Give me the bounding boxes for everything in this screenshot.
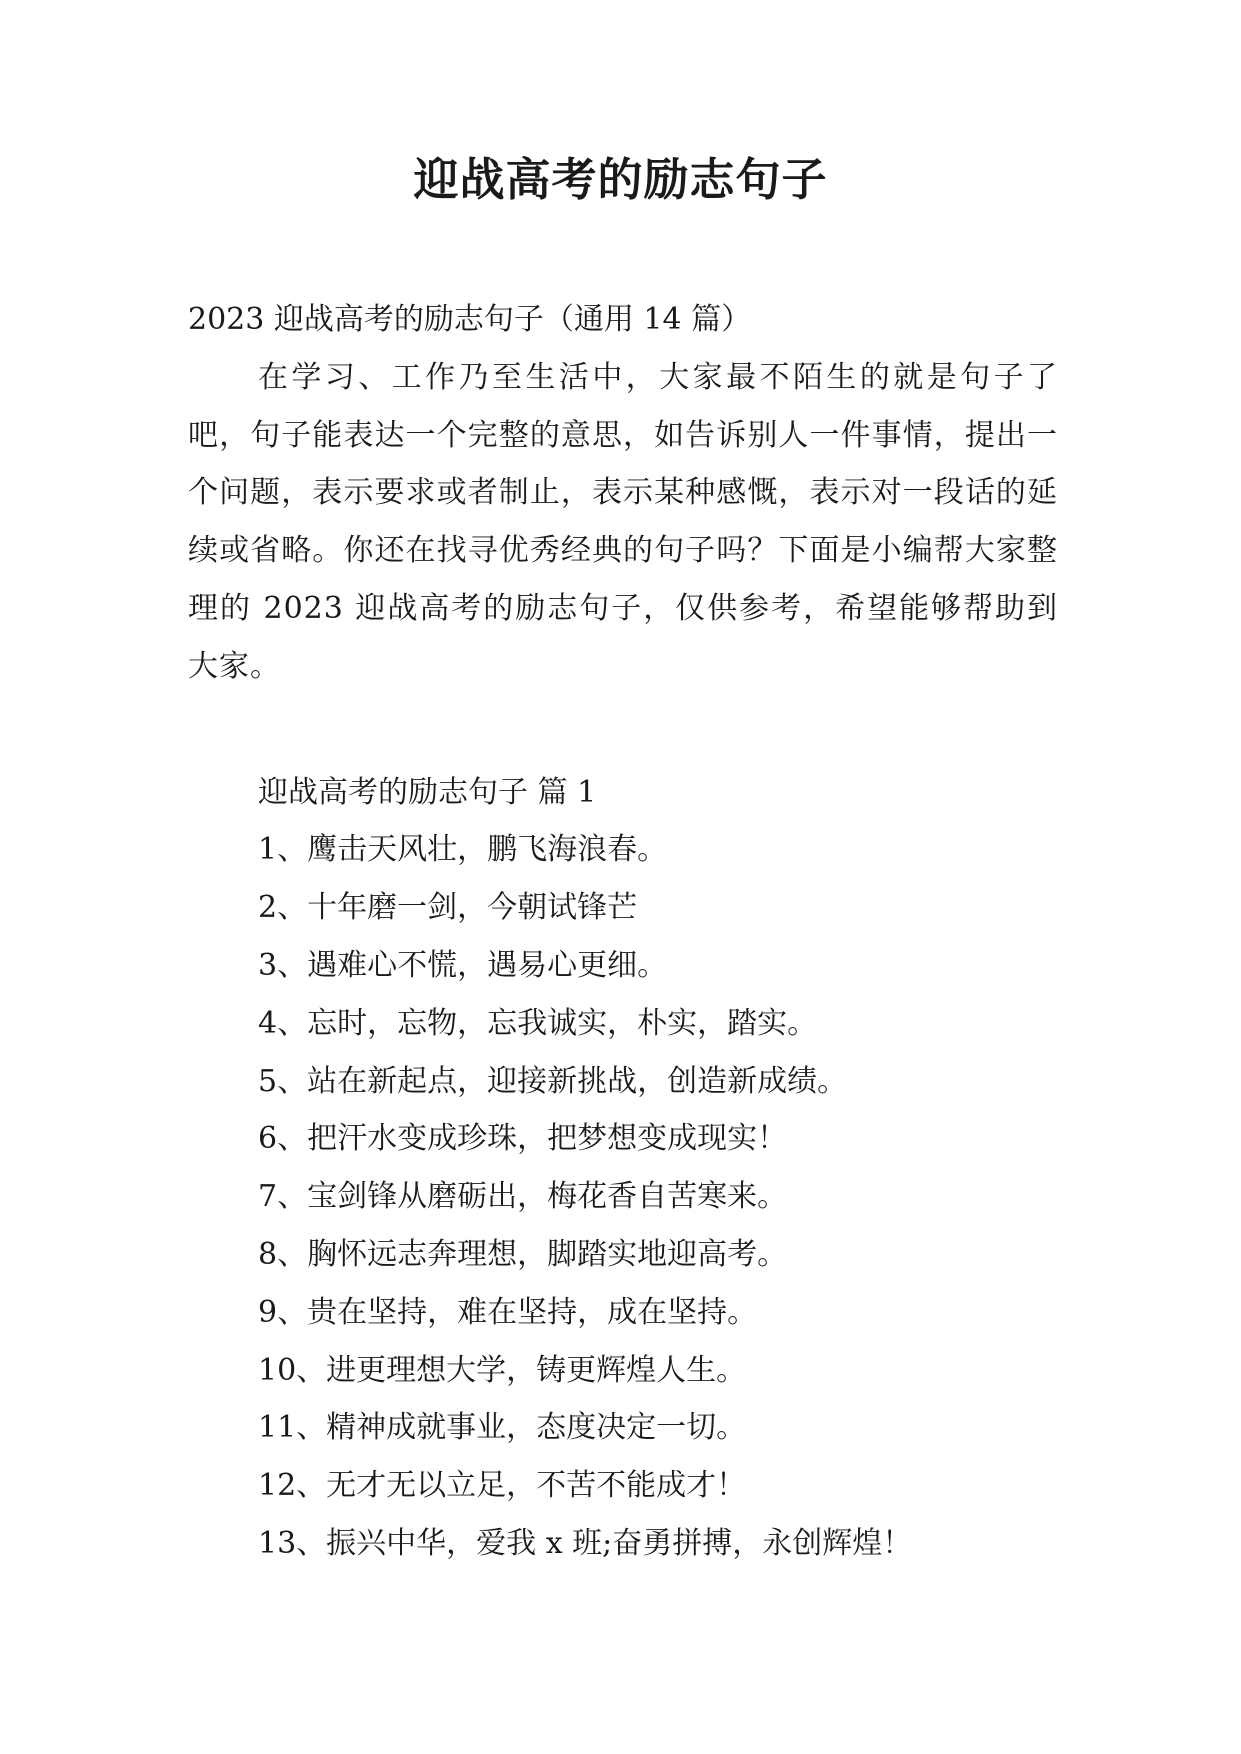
list-item: 10、进更理想大学，铸更辉煌人生。 xyxy=(258,1352,747,1388)
list-item: 6、把汗水变成珍珠，把梦想变成现实！ xyxy=(258,1121,788,1157)
list-item: 13、振兴中华，爱我 x 班;奋勇拼搏，永创辉煌！ xyxy=(258,1525,913,1561)
document-title: 迎战高考的励志句子 xyxy=(413,153,828,206)
document-body xyxy=(188,291,1058,1573)
list-item: 3、遇难心不慌，遇易心更细。 xyxy=(258,947,668,983)
section-heading: 迎战高考的励志句子 篇 1 xyxy=(258,774,597,810)
list-item: 2、十年磨一剑，今朝试锋芒 xyxy=(258,890,638,926)
section-1 xyxy=(188,764,1058,1573)
list-item: 4、忘时，忘物，忘我诚实，朴实，踏实。 xyxy=(258,1005,818,1041)
list-item: 12、无才无以立足，不苦不能成才！ xyxy=(258,1468,747,1504)
document-subtitle: 2023 迎战高考的励志句子（通用 14 篇） xyxy=(188,302,752,337)
list-item: 8、胸怀远志奔理想，脚踏实地迎高考。 xyxy=(258,1236,788,1272)
list-item: 5、站在新起点，迎接新挑战，创造新成绩。 xyxy=(258,1063,848,1099)
list-item: 7、宝剑锋从磨砺出，梅花香自苦寒来。 xyxy=(258,1179,788,1215)
sentence-list xyxy=(258,821,1058,1572)
list-item: 9、贵在坚持，难在坚持，成在坚持。 xyxy=(258,1294,758,1330)
intro-paragraph: 在学习、工作乃至生活中，大家最不陌生的就是句子了吧，句子能表达一个完整的意思，如告诉别人一件事情，提出一个问题，表示要求或者制止，表示某种感慨，表示对一段话的延续或省略。你还在找寻优秀经典的句子吗？下面是小编帮大家整理的 2023 迎战高考的励志句子，仅供参考，希望能够帮助到大家。 xyxy=(188,359,1058,684)
list-item: 11、精神成就事业，态度决定一切。 xyxy=(258,1410,747,1446)
list-item: 1、鹰击天风壮，鹏飞海浪春。 xyxy=(258,832,668,868)
